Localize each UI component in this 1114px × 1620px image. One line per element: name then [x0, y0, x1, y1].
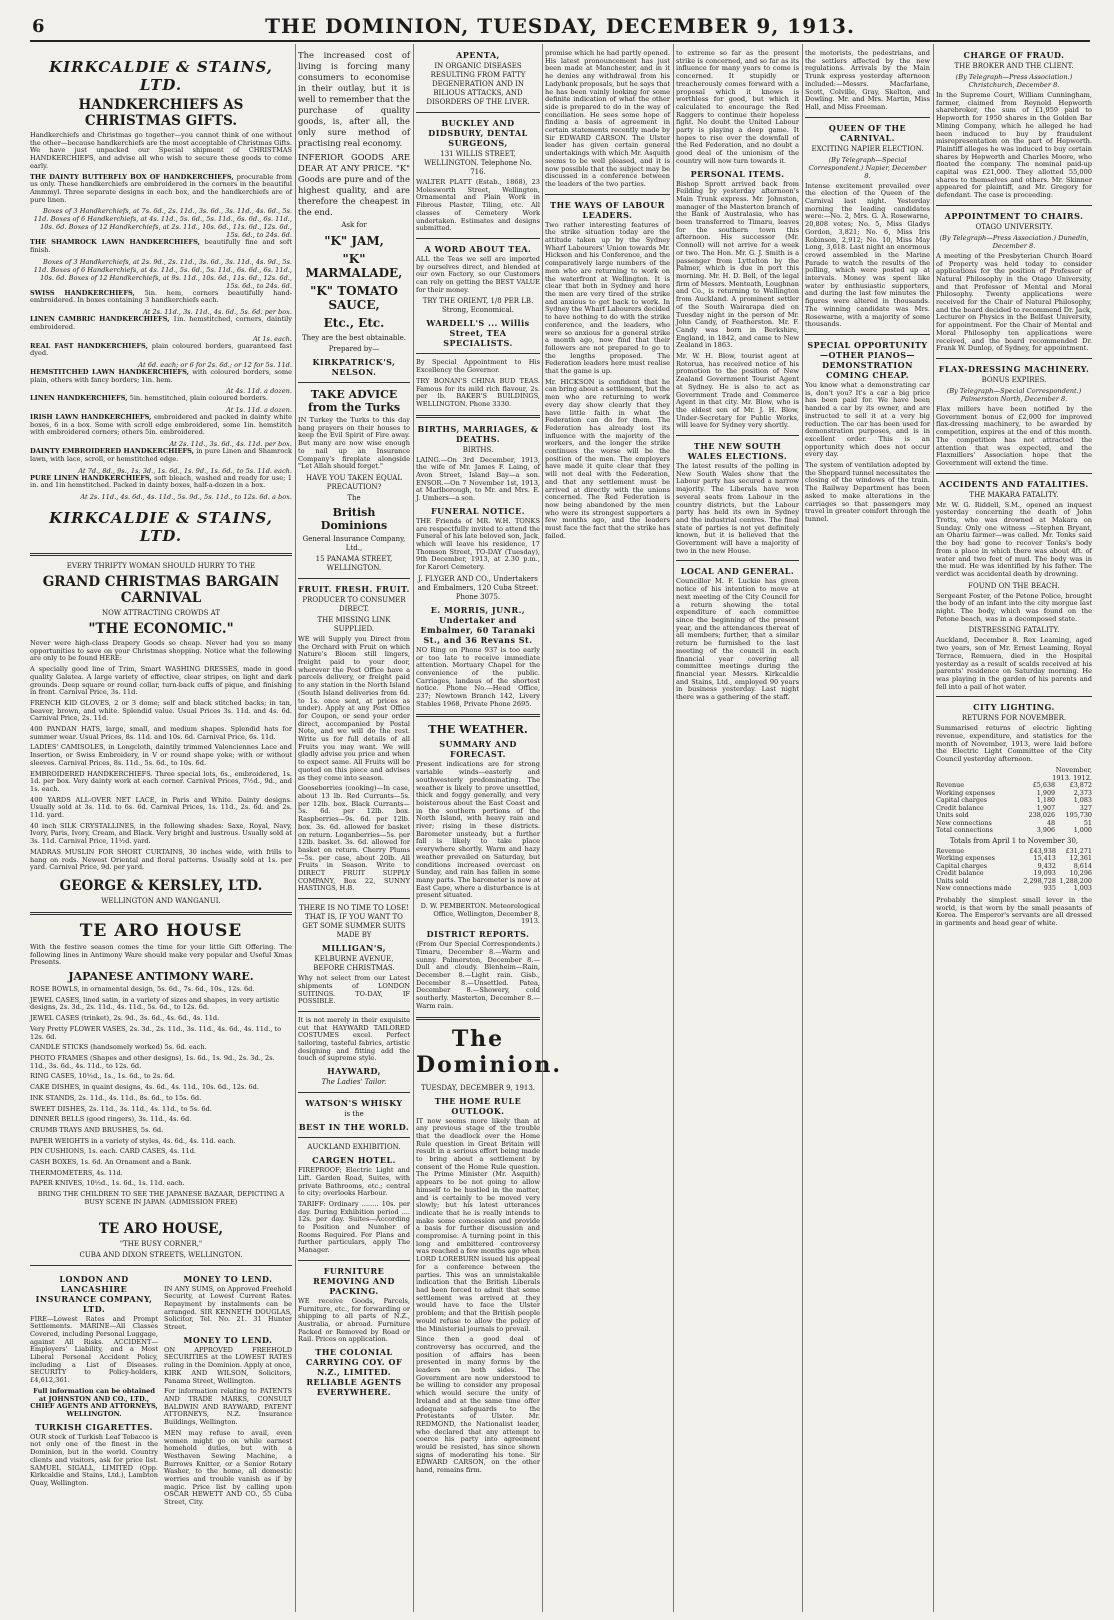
- funeral-text: THE Friends of MR. W.H. TONKS are respectfully invited to attend the Funeral of his late beloved son, Jack, which will leave his residence, 17 Thomson Street, TO-DAY (Tuesday), 9th December, 1913, at 2.30 p.m., for Karori Cemetery.: [416, 516, 540, 572]
- weather-text: Present indications are for strong variable winds—easterly and southwesterly predominating. The weather is likely to prove unsettled, thick and foggy generally, and very boisterous about the East Coast and in the southern portions of the North Island, with heavy rain and river; rising in these districts. Barometer unsteady, but a further fall is likely to take place everywhere shortly. Warm and hazy weather prevailed on Saturday, but conditions increased overcast on Sunday, and rain has fallen in some many parts. The barometer is now at East Cape, where a disturbance is at present situated.: [416, 760, 540, 900]
- table-cell-1912: 1,083: [1073, 796, 1092, 805]
- fraud-head: CHARGE OF FRAUD.: [963, 50, 1065, 60]
- cargen-hotel: CARGEN HOTEL.: [312, 1155, 396, 1166]
- antimony-item: RING CASES, 10½d., 1s., 1s. 6d., to 2s. 6d.: [30, 1072, 175, 1081]
- births-text: LAING.—On 3rd December, 1913, the wife of Mr. James F. Laing, of Avon Street, Island Bay—a son. ENSOR.—On 7 November 1st, 1913, at Marlborough, to Mr. and Mrs. E. J. Umbers—a son.: [416, 455, 540, 503]
- george-kersley-headline: GEORGE & KERSLEY, LTD.: [59, 877, 263, 894]
- table-cell-1912: 12,361: [1069, 854, 1092, 863]
- antimony-item: CAKE DISHES, in quaint designs, 4s. 6d., 4s. 11d., 10s. 6d., 12s. 6d.: [30, 1083, 259, 1092]
- te-aro-bring: BRING THE CHILDREN TO SEE THE JAPANESE BAZAAR, DEPICTING A BUSY SCENE IN JAPAN. (ADMISSION FREE): [37, 1190, 285, 1206]
- local-continued: the motorists, the pedestrians, and the settlers affected by the new regulations. Arrivals by the Main Trunk express yesterday afternoon included:—Messrs. Macfarlane, Scott, Colville, Gray, Skelton, and Dowling. Mr. and Mrs. Martin, Miss Hall, and Miss Freeman.: [805, 49, 930, 111]
- turkish-head: TURKISH CIGARETTES.: [35, 1421, 153, 1432]
- table-cell-1912: 51: [1083, 818, 1092, 827]
- column-7: [936, 44, 1092, 1612]
- flax-text: Flax millers have been notified by the Government bonus of £2,000 for improved flax-dressing machinery, to be awarded by competition, expires at the end of this month. The competition has not attracted the attention that was expected, and the Flaxmillers' Association hope that the Government will extend the time.: [936, 404, 1092, 467]
- classified-block: [30, 1271, 292, 1510]
- table-cell-1912: 1,000: [1073, 826, 1092, 835]
- table-row: [936, 827, 1092, 835]
- table-row: [936, 885, 1092, 893]
- table-cell-1913: £5,638: [1032, 781, 1056, 790]
- column-divider: [413, 44, 414, 1612]
- watson-is: is the: [344, 1110, 364, 1119]
- economic-intro: Never were high-class Drapery Goods so cheap. Never had you so many opportunities to save on your Christmas shopping. Notice what the following are only to be found HERE:: [30, 638, 292, 663]
- k-best: They are the best obtainable.: [301, 334, 407, 342]
- table-cell-1913: 935: [1043, 884, 1056, 893]
- column-divider: [802, 44, 803, 1612]
- table-cell-1913: 238,026: [1028, 811, 1056, 820]
- economic-headline: GRAND CHRISTMAS BARGAIN CARNIVAL: [42, 573, 280, 606]
- nsw-text: The latest results of the polling in New South Wales show that the Labour party has secured a narrow majority. The Liberals have won several seats from Labour in the country districts, but the Labour party has held its own in Sydney and the industrial centres. The final state of parties is not yet definitely known, but it is believed that the Government will have a majority of two in the new House.: [676, 462, 799, 555]
- dominion-logo: The Dominion.: [416, 1025, 563, 1078]
- handkerchief-item-name: HEMSTITCHED LAWN HANDKERCHIEFS,: [30, 367, 189, 376]
- table-cell-1913: 1,909: [1036, 788, 1056, 797]
- column-5: [676, 44, 799, 1612]
- economic-item: MADRAS MUSLIN FOR SHORT CURTAINS, 30 inches wide, with frills to hang on rods. Newest Oriental and floral patterns. Usually sold at 1s. per yard. Carnival Price, 9d. per yard.: [30, 847, 292, 872]
- furniture-head: FURNITURE REMOVING AND PACKING.: [313, 1265, 395, 1296]
- table-cell-1913: 15,413: [1033, 854, 1056, 863]
- ask-for: Ask for: [341, 221, 367, 229]
- handkerchief-item: [30, 448, 292, 463]
- hayward-name: HAYWARD,: [327, 1066, 381, 1077]
- masthead: THE DOMINION, TUESDAY, DECEMBER 9, 1913.: [265, 14, 855, 38]
- column-4: [545, 44, 670, 1612]
- te-aro-list: [30, 986, 292, 1188]
- antimony-item: Very Pretty FLOWER VASES, 2s. 3d., 2s. 11d., 3s. 11d., 4s. 6d., 4s. 11d., to 12s. 6d.: [30, 1024, 282, 1041]
- table-cell-label: New connections: [936, 818, 992, 827]
- handkerchief-list: [30, 174, 292, 501]
- table-cell-1913: £43,938: [1029, 846, 1056, 855]
- home-rule-text-2: Since then a good deal of controversy has occurred, and the position of affairs has been presented in many forms by the leaders on both sides. The Government are now understood to be willing to consider any proposal which would secure the unity of Ireland and at the same time offer adequate safeguards to the Protestants of Ulster. Mr. REDMOND, the Nationalist leader, who declared that any attempt to coerce his party into agreement would be resisted, has since shown signs of moderating his tone. Sir EDWARD CARSON, on the other hand, remains firm.: [416, 1335, 540, 1475]
- turkish-body: OUR stock of Turkish Leaf Tobacco is not only one of the finest in the Dominion, but in the world. Country clients and visitors, ask for price list. SAMUEL SIGALL, LIMITED (Opp. Kirkcaldie and Stains, Ltd.), Lambton Quay, Wellington.: [30, 1432, 158, 1487]
- te-aro-busy: "THE BUSY CORNER,": [119, 1239, 203, 1248]
- handkerchief-item: [30, 174, 292, 205]
- kirkcaldie-footer: KIRKCALDIE & STAINS, LTD.: [49, 508, 273, 545]
- plate-text: WALTER PLATT (Estab., 1868), 23 Molesworth Street, Wellington, Ornamental and Plain Work in Fibrous Plaster, Tiling, etc. All classes of Cemetery Work undertaken. Estimates and designs submitted.: [416, 178, 540, 233]
- column-1: [30, 44, 292, 1612]
- table-cell-1913: 48: [1046, 818, 1056, 827]
- personal-text: Bishop Sprott arrived back from Feilding by yesterday afternoon's Main Trunk express. Mr. Johnston, manager of the Masterton branch of the Bank of Australasia, who has been transferred to Timaru, leaves for the southern town this afternoon. His successor (Mr. Connoll) will not arrive for a week or two. The Hon. Mr. G. J. Smith is a passenger from Lyttelton by the Palmer, which is due in port this morning. Mr. H. D. Bell, of the legal firm of Messrs. Menteath, Loughnan and Co., is returning to Wellington from Auckland. A prominent settler of the South Wairarapa died on Tuesday night in the person of Mr. John Candy, of Featherston. Mr. F. Candy was born in Berkshire, England, in 1842, and came to New Zealand in 1863.: [676, 179, 799, 350]
- table-cell-label: Capital charges: [936, 861, 988, 870]
- handkerchief-item: [30, 239, 292, 254]
- labour-continued: to extreme so far as the present strike is concerned, and so far as its influence for many years to come is concerned. It stupidly or treacherously comes forward with a proposal which it knows is worthless for good, but which it calculated to encourage the Red Raggers to continue their hopeless fight. No doubt the United Labour party is playing a deep game. It hopes to rise over the downfall of the Red Federation, and no doubt a good deal of the unionism of the country will now turn towards it.: [676, 49, 799, 165]
- accidents-head: ACCIDENTS AND FATALITIES.: [939, 478, 1089, 489]
- dominion-date: TUESDAY, DECEMBER 9, 1913.: [420, 1083, 536, 1092]
- tea-head: A WORD ABOUT TEA.: [424, 243, 532, 254]
- table-cell-label: Credit balance: [936, 869, 984, 878]
- economic-item: A specially good line of Trim, Smart WASHING DRESSES, made in good quality Galatea. A large variety of effective, clear stripes, on light and dark grounds. Deep square or round collar, turn-back cuffs of pique, and finishing in front. Carnival Price, 3s. 11d.: [30, 665, 292, 697]
- economic-item: 400 PANDAN HATS, large, small, and medium shapes. Splendid hats for summer wear. Usual Prices, 8s. 11d. and 10s. 6d. Carnival Price, 6s. 11d.: [30, 725, 292, 741]
- city-lighting-table-2: [936, 848, 1092, 893]
- accidents-text: Mr. W. G. Riddell, S.M., opened an inquest yesterday concerning the death of John Trotts, who was drowned at Makara on Sunday. Only one witness —Stephen Bryant, an Ohariu farmer—was called. Mr. Tonks said the boy had gone to recover Tonks's body from a place in which there was about 4ft. of water and two feet of mud. The body was in the mud. He was identified by his father. The verdict was accidental death by drowning.: [936, 500, 1092, 578]
- morris-text: NO Ring on Phone 937 is too early or too late to receive immediate attention. Mortuary Chapel for the convenience of the public. Carriages, landaus of the shortest notice. Phone No.—Head Office, 237; Newtown Branch 142, Livery Stables 1968, Private Phone 2695.: [416, 645, 540, 708]
- chairs-tele: (By Telegraph—Press Association.) Dunedin, December 8.: [939, 233, 1089, 250]
- k-goods-item: "K" TOMATO SAUCE,: [310, 284, 398, 312]
- fraud-tele: (By Telegraph—Press Association.) Christchurch, December 8.: [955, 73, 1073, 89]
- handkerchief-item-name: THE DAINTY BUTTERFLY BOX OF HANDKERCHIEFS,: [30, 172, 234, 181]
- wardell: WARDELL'S ... Willis Street, TEA SPECIALISTS.: [426, 318, 530, 349]
- weather-sign: D. W. PEMBERTON. Meteorological Office, Wellington, December 8, 1913.: [420, 902, 540, 926]
- local-head: LOCAL AND GENERAL.: [680, 566, 795, 577]
- city-footer: Probably the simplest small lever in the world, is that worn by the small peasants of Korea. The Emperor's servants are all dressed in garments and head gear of white.: [936, 895, 1092, 927]
- city-lighting-head: CITY LIGHTING.: [973, 702, 1055, 713]
- british-dominions-addr: 15 PANAMA STREET, WELLINGTON.: [315, 554, 393, 572]
- handkerchief-item-prices: At 1s. 11d. a dozen.: [226, 406, 292, 415]
- weather-sub: SUMMARY AND FORECAST.: [439, 739, 517, 760]
- antimony-item: DINNER BELLS (good ringers), 3s. 11d., 4s. 6d.: [30, 1115, 192, 1124]
- handkerchief-item: [30, 290, 292, 305]
- george-kersley-sub: WELLINGTON AND WANGANUI.: [101, 896, 221, 905]
- table-cell-1912: 1,288,200: [1059, 876, 1092, 885]
- ventilation-text: The system of ventilation adopted by the Sheppard tunnel necessitates the closing of the windows of the train. The Railway Department has been asked to make alterations in the carriages so that passengers may travel in greater comfort through the tunnel.: [805, 461, 930, 523]
- money-lend-1-head: MONEY TO LEND.: [183, 1273, 273, 1284]
- handkerchief-item-prices: At 6d. each; or 6 for 2s. 6d.; or 12 for 5s. 11d.: [138, 360, 292, 369]
- handkerchief-item-text: plain coloured borders, guaranteed fast dyed.: [30, 341, 292, 358]
- fruit-head: FRUIT. FRESH. FRUIT.: [298, 583, 410, 594]
- handkerchief-item-text: soft bleach, washed and ready for use; 1 in. and 1in hemstitched. Packed in dainty boxes, half-a-dozen in a box.: [30, 473, 292, 490]
- cargen-tariff: TARIFF: Ordinary ........ 10s. per day. During Exhibition period .... 12s. per day. Suites—According to Position and Number of Rooms Required. For Plans and further particulars, apply The Manager.: [298, 1199, 410, 1255]
- distressing-text: Auckland, December 8. Rex Leaming, aged two years, son of Mr. Ernest Leaming, Royal Terrace, Remuera, died in the Hospital yesterday as a result of scalds received at his parents' residence on Saturday morning. He was playing in the garden of his parents and fell into a pail of hot water.: [936, 636, 1092, 691]
- handkerchief-item-text: 5in. hemstitched, plain coloured borders.: [129, 394, 268, 403]
- te-aro-house-2: TE ARO HOUSE,: [98, 1220, 224, 1237]
- economic-now: NOW ATTRACTING CROWDS AT: [101, 608, 220, 617]
- handkerchief-item-text: beautifully fine and soft finish.: [30, 238, 292, 255]
- antimony-item: CRUMB TRAYS AND BRUSHES, 5s. 6d.: [30, 1125, 164, 1134]
- milligan-name: MILLIGAN'S,: [321, 943, 387, 954]
- flax-head: FLAX-DRESSING MACHINERY.: [938, 363, 1090, 374]
- sewing-machine-body: MEN may refuse to avail, even women might go on while earnest homehold duties, but with a Westhaven Sewing Machine, a Burrows Knitter, or a Senior Rotary Washer, to the home, all domestic worries and trouble vanish as if by magic. Price list by calling upon OSCAR HEWETT AND CO., 55 Cuba Street, City.: [164, 1428, 292, 1507]
- table-cell-label: Revenue: [936, 846, 964, 855]
- hayward-text: It is not merely in their exquisite cut that HAYWARD TAILORED COSTUMES excel. Perfect tailoring, tasteful fabrics, artistic designing and fitting add the touch of supreme style.: [298, 1015, 410, 1063]
- handkerchief-item-name: SWISS HANDKERCHIEFS,: [30, 288, 135, 297]
- fraud-sub: THE BROKER AND THE CLIENT.: [954, 62, 1074, 70]
- turks-text: IN Turkey the Turks to this day hang prayers on their houses to keep the Evil Spirit of Fire away. But many are now wise enough to nail up an Insurance Company's fireplate alongside "Let Allah should forget.": [298, 416, 410, 471]
- column-divider: [933, 44, 934, 1612]
- handkerchief-item-prices: At 7d., 8d., 9s., 1s. 3d., 1s. 6d., 1s. 9d., 1s. 6d., to 5s. 11d. each.: [78, 466, 292, 475]
- economic-name: "THE ECONOMIC.": [88, 620, 234, 637]
- beach-head: FOUND ON THE BEACH.: [968, 581, 1060, 590]
- handkerchief-item-prices: At 4s. 11d. a dozen.: [226, 387, 292, 396]
- table-cell-1912: £31,271: [1065, 846, 1092, 855]
- antimony-item: THERMOMETERS, 4s. 11d.: [30, 1168, 123, 1177]
- column-6: [805, 44, 930, 1612]
- te-aro-headline: TE ARO HOUSE: [79, 920, 243, 941]
- table-cell-1912: 8,614: [1073, 861, 1092, 870]
- money-lend-1-body: IN ANY SUMS, on Approved Freehold Security, at Lowest Current Rates. Repayment by instalments can be arranged. SIR KENNETH DOUGLAS, Solicitor, Tel. No. 21. 31 Hunter Street.: [164, 1284, 292, 1332]
- money-lend-2-head: MONEY TO LEND.: [183, 1334, 273, 1345]
- handkerchief-item-name: THE SHAMROCK LAWN HANDKERCHIEFS,: [30, 238, 200, 247]
- k-maker: KIRKPATRICK'S, NELSON.: [312, 357, 396, 377]
- funeral-head: FUNERAL NOTICE.: [430, 505, 526, 516]
- handkerchief-item-name: LINEN HANDKERCHIEFS,: [30, 394, 128, 403]
- economic-item: FRENCH KID GLOVES, 2 or 3 dome; self and black stitched backs; in tan, beaver, brown, and white. Splendid value. Usual Prices 3s. 11d. and 4s. 6d. Carnival Price, 2s. 11d.: [30, 698, 292, 723]
- queen-text: Intense excitement prevailed over the election of the Queen of the Carnival last night. Yesterday morning the leading candidates were:—No. 2, Mrs. G. A. Rosewarne, 20,808 votes; No. 5, Miss Gladys Gordon, 3,821; No. 6, Miss Iris Robinson, 2,912; No. 10, Miss May Long, 3,618. Last night an enormous crowd assembled in the Marine Parade to watch the results of the polling, which were posted up at intervals. Money was spent like water by enthusiastic supporters, and during the last few minutes the figures were altered in thousands. The winning candidate was Mrs. Rosewarne, with a majority of some thousands.: [805, 181, 930, 329]
- tea-text: ALL the Teas we sell are imported by ourselves direct, and blended at our own Factory, so our Customers can rely on getting the BEST VALUE for their money.: [416, 254, 540, 294]
- k-prepared: Prepared by—: [328, 345, 380, 353]
- milligan-address: KELBURNE AVENUE, BEFORE CHRISTMAS.: [313, 955, 395, 973]
- local-text: Councillor M. F. Luckie has given notice of his intention to move at next meeting of the City Council for a return showing the total expenditure of each committee since the beginning of the present year, and the attendances thereat of all members; further, that a similar return be furnished to the last meeting of the council in each financial year covering all committee meetings during the financial year. Messrs. Kirkcaldie and Stains, Ltd., employed 90 years in business yesterday. Last night there was a gathering of the staff.: [676, 577, 799, 702]
- chairs-text: A meeting of the Presbyterian Church Board of Property was held today to consider applications for the position of Professor of Natural Philosophy in the Otago University, and that Professor of Mental and Moral Philosophy. Twenty applications were received for the Chair of Natural Philosophy, and the board decided to recommend Dr. Jack, Lecturer on Physics in the Belfast University, for appointment. For the Chair of Mental and Moral Philosophy ten applications were received, and the board recommended Dr. Frank W. Dunlop, of Sydney, for appointment.: [936, 251, 1093, 353]
- economic-item: 40 inch SILK CRYSTALLINES, in the following shades: Saxe, Royal, Navy, Ivory, Paris, Ivory, Cream, and Black. Very bright and lustrous. Usually sold at 3s. 11d. Carnival Price, 11½d. yard.: [30, 821, 292, 846]
- antimony-item: ROSE BOWLS, in ornamental design, 5s. 6d., 7s. 6d., 10s., 12s. 6d.: [30, 985, 255, 994]
- te-aro-sub: JAPANESE ANTIMONY WARE.: [68, 970, 254, 984]
- column-3: [416, 44, 563, 1612]
- flyger-undertakers: J. FLYGER AND CO., Undertakers and Embalmers, 120 Cuba Street. Phone 3075.: [417, 574, 539, 601]
- table-head-2: 1913. 1912.: [1052, 773, 1092, 782]
- queen-head: QUEEN OF THE CARNIVAL.: [828, 122, 907, 143]
- handkerchief-item-prices: At 1s. each.: [252, 334, 292, 343]
- column-divider: [542, 44, 543, 1612]
- cargen-text: FIREPROOF; Electric Light and Lift. Garden Road, Suites, with private Bathrooms, etc.; central to city; overlooks Harbour.: [298, 1166, 410, 1198]
- antimony-item: CANDLE STICKS (handsomely worked) 5s. 6d. each.: [30, 1043, 207, 1052]
- handkerchief-item-text: 1in. hemstitched, corners, daintily embroidered.: [30, 315, 292, 331]
- column-divider: [673, 44, 674, 1612]
- table-cell-1912: 327: [1079, 803, 1092, 812]
- table-cell-1912: £3,872: [1069, 781, 1092, 790]
- antimony-item: INK STANDS, 2s. 11d., 4s. 11d., 8s. 6d., to 15s. 6d.: [30, 1093, 202, 1102]
- labour-text: Two rather interesting features of the strike situation today are the attitude taken up by the Sydney Wharf Labourers' Union towards Mr. Hickson and his Conference, and the comparatively large numbers of the men who are returning to work on the waterfront at Wellington. It is clear that both in Sydney and here the men are very tired of the strike and anxious to get back to work. In Sydney the Wharf Labourers decided to have nothing to do with the strike conference, and the leaders, who were so anxious for a general strike a month ago, now find that their followers are not prepared to go to the lengths proposed. The Federation leaders here must realise that the game is up.: [545, 220, 670, 376]
- british-dominions-sub: General Insurance Company, Ltd.,: [302, 534, 406, 552]
- personal-head: PERSONAL ITEMS.: [690, 168, 785, 179]
- kirkcaldie-title: KIRKCALDIE & STAINS, LTD.: [49, 58, 273, 94]
- london-lancashire-foot: Full information can be obtained at JOHNSTON AND CO., LTD., CHIEF AGENTS AND ATTORNEYS, WELLINGTON.: [30, 1386, 158, 1418]
- fruit-prices: Gooseberries (cooking)—In case, about 13 lb. Red Currants—5s. per 12lb. box. Black Currants—5s. 6d. per 12lb. box. Raspberries—9s. 6d. per 12lb. box. 3s. 6d. allowed for basket on return. Loganberries—5s. per 12lb. basket. 3s. 6d. allowed for basket on return. Cherry Plums—5s. per case, about 20lb. All Fruits in Season. Write to DIRECT FRUIT SUPPLY COMPANY, Box 22, SUNNY HASTINGS, H.B.: [298, 784, 410, 893]
- k-goods-list: [298, 234, 410, 330]
- k-goods-item: "K" MARMALADE,: [305, 252, 403, 280]
- table-cell-label: Working expenses: [936, 788, 995, 797]
- handkerchief-item: [30, 395, 292, 403]
- table-cell-label: Credit balance: [936, 803, 984, 812]
- table-cell-1912: 2,373: [1073, 788, 1092, 797]
- handkerchief-item: [30, 343, 292, 358]
- table-cell-1913: 1,907: [1036, 803, 1056, 812]
- te-aro-address: CUBA AND DIXON STREETS, WELLINGTON.: [79, 1250, 243, 1259]
- district-text: (From Our Special Correspondents.) Timaru, December 8.—Warm and sunny. Palmerston, December 8.—Dull and cloudy. Blenheim—Rain, December 8.—Light rain. Gisb., December 8.—Unsettled. Patea, December 8.—Showery, cold southerly. Masterton, December 8.—Warm rain.: [416, 940, 540, 1010]
- handkerchief-item-text: in pure Linen and Shamrock lawn, with lace, scroll, or hemstitched edge.: [30, 447, 292, 463]
- distressing-head: DISTRESSING FATALITY.: [968, 626, 1060, 635]
- antimony-item: JEWEL CASES (trinket), 2s. 9d., 3s. 6d., 4s. 6d., 4s. 11d.: [30, 1014, 220, 1023]
- table-cell-1912: 195,730: [1065, 811, 1092, 820]
- city-lighting-table: [936, 782, 1092, 835]
- births-head: BIRTHS.: [462, 445, 494, 454]
- china-bud-teas: TRY BONAN'S CHINA BUD TEAS. Famous for its mild rich flavour, 2s. per lb. BAKER'S BUILDINGS, WELLINGTON. Phone 3330.: [416, 376, 540, 408]
- flax-sub: BONUS EXPIRES.: [981, 375, 1047, 384]
- table-cell-1912: 1,003: [1073, 884, 1092, 893]
- economic-item: LADIES' CAMISOLES, in Longcloth, daintily trimmed Valenciennes Lace and Insertion, or Swiss Embroidery, in V or round shape yoke; with or without sleeves. Carnival Prices, 8s. 11d., 5s. 6d., to 10s. 6d.: [30, 743, 292, 767]
- handkerchief-item-name: IRISH LAWN HANDKERCHIEFS,: [30, 413, 152, 422]
- table-cell-label: Revenue: [936, 781, 964, 790]
- special-text: You know what a demonstrating car is, don't you? It's a car a big price has been paid for. We have been handed a car by its owner, and are instructed to sell it at a very big reduction. The car has been used for demonstration purposes, and is in excellent order. This is an opportunity which does not occur every day.: [805, 380, 930, 459]
- economic-item: EMBROIDERED HANDKERCHIEFS. Three special lots, 6s., embroidered, 1s. 1d. per box. Very dainty work at each corner. Carnival Prices, 7½d., 9d., and 1s. each.: [30, 769, 292, 793]
- table-cell-1913: 19,093: [1033, 869, 1056, 878]
- chairs-sub: OTAGO UNIVERSITY.: [975, 222, 1053, 231]
- table-cell-label: Working expenses: [936, 854, 995, 863]
- te-aro-intro: With the festive season comes the time for your little Gift Offering. The following lines in Antimony Ware should make very popular and Useful Xmas Presents.: [30, 942, 292, 967]
- flax-tele: (By Telegraph—Special Correspondent.) Palmerston North, December 8.: [946, 386, 1082, 403]
- antimony-item: SWEET DISHES, 2s. 11d., 3s. 11d., 4s. 11d., to 5s. 6d.: [30, 1104, 212, 1113]
- table-cell-label: Units sold: [936, 876, 969, 885]
- special-appointment: By Special Appointment to His Excellency the Governor.: [416, 358, 540, 375]
- bmd-head: BIRTHS, MARRIAGES, & DEATHS.: [417, 423, 539, 444]
- handkerchief-item-name: DAINTY EMBROIDERED HANDKERCHIEFS,: [30, 447, 194, 456]
- labour-text-2: Mr. HICKSON is confident that he can bring about a settlement, but the men who are returning to work every day show clearly that they have little faith in what the Federation can do for them. The Federation has already lost its influence with the majority of the workers, and the longer the strike continues the worse will be the position of the men. The employers have made it quite clear that they will not deal with the Federation, and that any settlement must be arrived at directly with the unions concerned. The Red Federation is now being abandoned by the men who were its strongest supporters a few months ago, and the leaders must face the fact that the strike has failed.: [545, 377, 671, 540]
- weather-head: THE WEATHER.: [428, 723, 528, 737]
- fruit-text: WE will Supply you Direct from the Orchard with Fruit on which Nature's Bloom still lingers, freight paid to your door, wherever the Post Office have a parcels delivery, or freight paid to any station in the North Island (South Island deliveries from 6d. to 1s. once sent, at prices as under). Apply at any Post Office for Coupon, or send your order direct, accompanied by Postal Note, and we will do the rest. Write us for full details of all Fruits you may want. We will gladly advise you price and when to expect same. All Fruits will be quoted on this piece and advises as they come into season.: [298, 634, 410, 782]
- beach-text: Sergeant Foster, of the Petone Police, brought the body of an infant into the city morgue last night. The body, which was found on the Petone beach, was in a decomposed state.: [936, 591, 1092, 623]
- furniture-text: WE receive Goods, Parcels, Furniture, etc., for forwarding or shipping to all parts of N.Z., Australia, or abroad. Furniture Packed or Removed by Road or Rail. Prices on application.: [298, 1296, 410, 1344]
- london-lancashire-body: FIRE—Lowest Rates and Prompt Settlements. MARINE—All Classes Covered, including Personal Luggage, against All Risks. ACCIDENT—Employers' Liability, and a Most Liberal Personal Accident Policy, including a List of Diseases. SECURITY to Policy-holders, £4,612,361.: [30, 1314, 158, 1385]
- column-divider: [295, 44, 296, 1612]
- handkerchief-item: [30, 316, 292, 331]
- table-head-1: November,: [1055, 765, 1092, 774]
- antimony-item: PIN CUSHIONS, 1s. each. CARD CASES, 4s. 11d.: [30, 1147, 197, 1156]
- antimony-item: PAPER WEIGHTS in a variety of styles, 4s. 6d., 4s. 11d. each.: [30, 1136, 236, 1145]
- colonial-carrying: THE COLONIAL CARRYING COY. OF N.Z., LIMITED. RELIABLE AGENTS EVERYWHERE.: [305, 1347, 403, 1398]
- home-rule-head: THE HOME RULE OUTLOOK.: [434, 1095, 522, 1116]
- cost-of-living: The increased cost of living is forcing many consumers to economise in their outlay, but it is well to remember that the purchase of quality goods, is, after all, the only sure method of practising real economy.: [298, 50, 410, 148]
- economic-lead: EVERY THRIFTY WOMAN SHOULD HURRY TO THE: [66, 561, 256, 570]
- handkerchiefs-intro: Handkerchiefs and Christmas go together—you cannot think of one without the other—because handkerchiefs are the most acceptable of Christmas Gifts. We have just unpacked our Special shipment of CHRISTMAS HANDKERCHIEFS, and advise all who wish to secure these goods to come early.: [30, 131, 292, 170]
- auckland-exhibition: AUCKLAND EXHIBITION.: [307, 1143, 401, 1152]
- table-cell-1913: 9,432: [1037, 861, 1056, 870]
- handkerchief-item-prices: At 2s. 11d., 3s. 11d., 4s. 6d., 5s. 6d. per box.: [143, 308, 292, 317]
- handkerchief-item-text: procurable from us only. These handkerchiefs are embroidered in the corners in the beautiful Ammmyl. Three separate designs in each box, and the handkerchiefs are of pure linen.: [30, 172, 292, 204]
- personal-text-2: Mr. W. H. Blow, tourist agent at Rotorua, has received notice of his promotion to the position of New Zealand Government Tourist Agent at Sydney. He is also to act as Government Trade and Commerce Agent in that city. Mr. Blow, who is the eldest son of Mr. J. H. Blow, Under-Secretary for Public Works, will leave for Sydney very shortly.: [676, 352, 799, 430]
- turks-the: The: [347, 493, 361, 502]
- accidents-sub: THE MAKARA FATALITY.: [969, 490, 1059, 499]
- queen-tele: (By Telegraph—Special Correspondent.) Napier, December 8.: [808, 155, 927, 180]
- handkerchief-item-name: LINEN CAMBRIC HANDKERCHIEFS,: [30, 315, 170, 324]
- k-goods-text: INFERIOR GOODS ARE DEAR AT ANY PRICE. "K" Goods are pure and of the highest quality, and are therefore the cheapest in the end.: [298, 152, 410, 217]
- nsw-head: THE NEW SOUTH WALES ELECTIONS.: [687, 441, 788, 462]
- k-goods-item: "K" JAM,: [324, 234, 384, 248]
- handkerchief-item-name: PURE LINEN HANDKERCHIEFS,: [30, 473, 152, 482]
- handkerchief-item: [30, 369, 292, 384]
- apenta-head: APENTA,: [456, 50, 500, 60]
- queen-sub: EXCITING NAPIER ELECTION.: [811, 144, 924, 153]
- handkerchief-item: [30, 475, 292, 490]
- chairs-head: APPOINTMENT TO CHAIRS.: [944, 210, 1084, 221]
- fraud-text: In the Supreme Court, William Cunningham, farmer, claimed from Reynold Hepworth sharebroker, the sum of £1,959 paid to Hepworth for 1950 shares in the Golden Bar Mining Company, which he alleged he had been induced to buy by fraudulent misrepresentation on the part of Hepworth. Plaintiff alleges he was induced to buy certain shares by Hepworth and Charles Moore, who floated the company. The nominal paid-up capital was £21,000. They allotted 55,000 shares to themselves and others. Mr. Skinner appeared for plaintiff, and Mr. Gregory for defendant. The case is proceeding.: [936, 91, 1092, 200]
- dental-head: BUCKLEY AND DIDSBURY, DENTAL SURGEONS,: [428, 118, 528, 148]
- milligan-more: Why not select from our Latest shipments of LONDON SUITINGS. TO-DAY, IF POSSIBLE.: [298, 974, 410, 1006]
- antimony-item: JEWEL CASES, lined satin, in a variety of sizes and shapes, in very artistic designs, 2s. 3d., 2s. 11d., 4s. 11d., 5s. 6d., to 12s. 6d.: [30, 995, 280, 1012]
- table-cell-1912: 10,296: [1069, 869, 1092, 878]
- table-cell-label: New connections made: [936, 884, 1012, 893]
- watson-best: BEST IN THE WORLD.: [298, 1122, 410, 1133]
- handkerchief-item: [30, 414, 292, 437]
- fruit-link: THE MISSING LINK SUPPLIED.: [317, 615, 391, 633]
- table2-head: Totals from April 1 to November 30,: [949, 836, 1079, 845]
- handkerchief-item-text: 5in. hem, corners beautifully hand-embroidered. In boxes containing 3 handkerchiefs each.: [30, 288, 292, 305]
- table-cell-1913: 3,906: [1036, 826, 1056, 835]
- london-lancashire-head: LONDON AND LANCASHIRE INSURANCE COMPANY, LTD.: [35, 1273, 153, 1314]
- economic-list: [30, 666, 292, 872]
- milligan-text: THERE IS NO TIME TO LOSE! THAT IS, IF YOU WANT TO GET SOME SUMMER SUITS MADE BY: [298, 904, 410, 940]
- handkerchief-item-prices: Boxes of 3 Handkerchiefs, at 7s. 6d., 2s. 11d., 3s. 6d., 3s. 11d., 4s. 6d., 5s. 11d. Boxes of 6 Handkerchiefs, at 4s. 11d., 5s. 6d., 5s. 11d., 6s. 6d., 6s. 11d., 10s. 6d. Boxes of 12 Handkerchiefs, at 2s. 11d., 10s. 6d., 11s. 6d., 12s. 6d., 15s. 6d., to 24s. 6d.: [33, 207, 292, 240]
- district-head: DISTRICT REPORTS.: [426, 929, 530, 940]
- dental-address: 131 WILLIS STREET, WELLINGTON. Telephone No. 716.: [424, 150, 532, 176]
- handkerchief-item-text: with coloured borders, some plain, others with fancy borders; 1in. hem.: [30, 367, 292, 384]
- column-2: [298, 44, 410, 1612]
- morris-head: E. MORRIS, JUNR., Undertaker and Embalmer, 60 Taranaki St., and 36 Revans St.: [420, 604, 536, 645]
- table-cell-label: Units sold: [936, 811, 969, 820]
- table-cell-1913: 2,298,728: [1023, 876, 1056, 885]
- page-header: [30, 6, 1090, 42]
- economic-item: 400 YARDS ALL-OVER NET LACE, in Paris and White. Dainty designs. Usually sold at 3s. 11d. to 6s. 6d. Carnival Prices, 1s. 11d., 2s. 6d. and 2s. 11d. yard.: [30, 795, 292, 820]
- home-rule-text: IT now seems more likely than at any previous stage of the trouble that the deadlock over the Home Rule question in Great Britain will result in a serious effort being made to bring about a settlement by consent of the Home Rule question. The Prime Minister (Mr. Asquith) appears to be not going to allow himself to be hustled in the matter, and is certainly to be moved very slowly; but his latest utterances indicate that he is really intends to make some concession and provide a basis for further discussion and compromise. A turning point in this long and embittered controversy was reached a few months ago when LORD LOREBURN issued his appeal for a conference between the parties. This was an unmistakable indication that the British Liberals had been forced to admit that some settlement was arrived at they would have to face the Ulster problem; and that the British people would refuse to allow the policy of the Ministerial journals to prevail.: [416, 1116, 540, 1333]
- special-head: SPECIAL OPPORTUNITY—OTHER PIANOS—DEMONSTRATION COMING CHEAP.: [807, 339, 928, 380]
- k-goods-item: Etc., Etc.: [323, 316, 385, 330]
- turks-question: HAVE YOU TAKEN EQUAL PRECAUTION?: [306, 473, 402, 491]
- handkerchief-item-name: REAL FAST HANDKERCHIEFS,: [30, 341, 148, 350]
- british-dominions: British Dominions: [320, 505, 388, 532]
- home-rule-continued: promise which he had partly opened. His latest pronouncement has just been made at Manchester, and in it he denies any withdrawal from his Ladybank proposals, but he says that he has been vainly looking for some definite indication of what the other side is prepared to do in the way of conciliation. He sees some hope of finding a basis of agreement in certain statements recently made by Sir EDWARD CARSON. The Ulster leader has given certain general undertakings with which Mr. Asquith seems to be well pleased, and it is now possible that the subject may be discussed in a conference between the leaders of the two parties.: [545, 49, 670, 188]
- page-number: 6: [32, 16, 45, 37]
- antimony-item: CASH BOXES, 1s. 6d. An Ornament and a Bank.: [30, 1158, 192, 1167]
- city-lighting-text: Summarised returns of electric lighting revenue, expenditure, and statistics for the month of November, 1913, were laid before the Electric Light Committee of the City Council yesterday afternoon.: [936, 724, 1092, 764]
- table-cell-label: Capital charges: [936, 796, 988, 805]
- tea-orient: TRY THE ORIENT, 1/8 PER LB. Strong, Economical.: [422, 297, 534, 315]
- antimony-item: PAPER KNIVES, 10½d., 1s. 6d., 1s. 11d. each.: [30, 1179, 185, 1188]
- money-lend-2-body: ON APPROVED FREEHOLD SECURITIES at the LOWEST RATES ruling in the Dominion. Apply at once, KIRK AND WILSON, Solicitors, Panama Street, Wellington.: [164, 1345, 292, 1385]
- table-cell-1913: 1,180: [1036, 796, 1056, 805]
- antimony-item: PHOTO FRAMES (Shapes and other designs), 1s. 6d., 1s. 9d., 2s. 3d., 2s. 11d., 3s. 6d., 4s. 11d., to 12s. 6d.: [30, 1054, 275, 1070]
- handkerchief-item-text: embroidered and packed in dainty white boxes, 6 in a box. Some with scroll edge embroidered, some 1in. hemstitch with embroidered corners; others 5in. embroidered.: [30, 413, 293, 437]
- apenta-text: IN ORGANIC DISEASES RESULTING FROM FATTY DEGENERATION AND IN BILIOUS ATTACKS, AND DISORDERS OF THE LIVER.: [426, 62, 530, 106]
- hayward-sub: The Ladies' Tailor.: [321, 1078, 387, 1087]
- table-cell-label: Total connections: [936, 826, 993, 835]
- watson-head: WATSON'S WHISKY: [305, 1098, 403, 1109]
- handkerchiefs-headline: HANDKERCHIEFS AS CHRISTMAS GIFTS.: [78, 97, 244, 129]
- handkerchief-item-prices: At 2s. 11d., 3s. 6d., 4s. 11d. per box.: [169, 440, 292, 449]
- handkerchief-item-prices: At 2s. 11d., 4s. 6d., 4s. 11d., 5s. 9d., 5s. 11d., to 12s. 6d. a box.: [80, 492, 292, 501]
- handkerchief-item-prices: Boxes of 3 Handkerchiefs, at 2s. 9d., 2s. 11d., 3s. 6d., 3s. 11d., 4s. 9d., 5s. 11d. Boxes of 6 Handkerchiefs, at 4s. 11d., 5s. 6d., 5s. 11d., 6s. 6d., 6s. 11d., 10s. 6d. Boxes of 12 Handkerchiefs, at 9s. 11d., 10s. 6d., 11s. 6d., 12s. 6d., 15s. 6d., to 24s. 6d.: [33, 257, 292, 290]
- city-lighting-sub: RETURNS FOR NOVEMBER.: [961, 714, 1067, 723]
- patent-body: For information relating to PATENTS AND TRADE MARKS, CONSULT BALDWIN AND RAYWARD, PATENT ATTORNEYS, N.Z. Insurance Buildings, Wellington.: [164, 1387, 292, 1427]
- labour-head: THE WAYS OF LABOUR LEADERS.: [550, 199, 665, 220]
- turks-headline: TAKE ADVICE from the Turks: [307, 388, 401, 414]
- fruit-sub: PRODUCER TO CONSUMER DIRECT.: [302, 595, 406, 613]
